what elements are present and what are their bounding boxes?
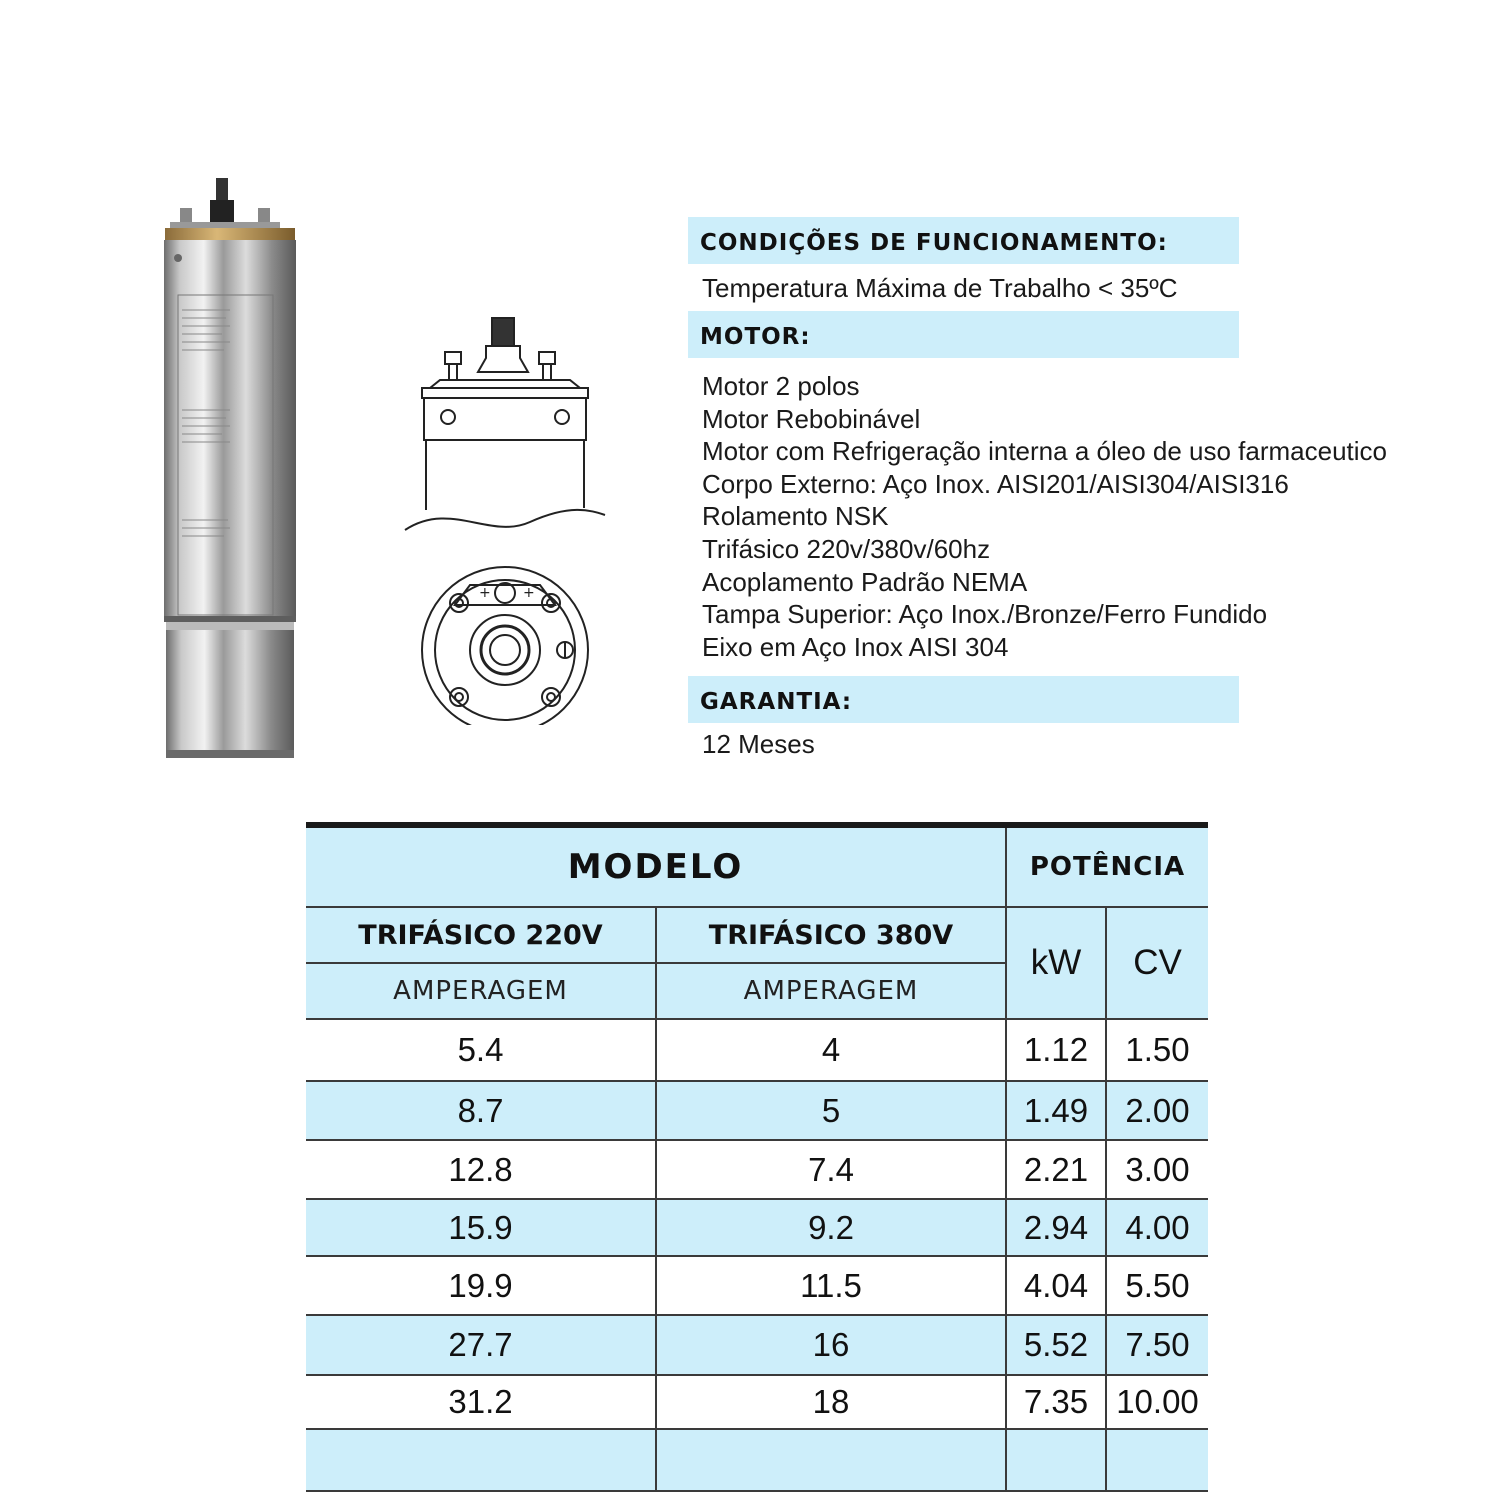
empty-cell xyxy=(656,1429,1006,1491)
motor-feature: Corpo Externo: Aço Inox. AISI201/AISI304/AISI316 xyxy=(702,468,1289,499)
table-row xyxy=(306,1019,1208,1081)
motor-feature: Motor com Refrigeração interna a óleo de uso farmaceutico xyxy=(702,436,1388,467)
empty-cell xyxy=(306,1429,656,1491)
svg-text:+: + xyxy=(523,585,535,601)
tri220-header: TRIFÁSICO 220V xyxy=(306,907,656,963)
amp380-cell: 7.4 xyxy=(656,1140,1006,1199)
motor-heading: MOTOR: xyxy=(688,311,1239,358)
motor-feature: Motor 2 polos xyxy=(702,371,860,401)
kw-cell: 1.12 xyxy=(1006,1019,1106,1081)
table-row xyxy=(306,1140,1208,1199)
cv-header: CV xyxy=(1106,907,1208,1019)
spec-table xyxy=(306,822,1208,1492)
tri380-header: TRIFÁSICO 380V xyxy=(656,907,1006,963)
table-row xyxy=(306,1375,1208,1429)
cv-cell: 5.50 xyxy=(1106,1256,1208,1315)
table-row-empty xyxy=(306,1429,1208,1491)
cv-cell: 4.00 xyxy=(1106,1199,1208,1256)
conditions-text: Temperatura Máxima de Trabalho < 35ºC xyxy=(702,273,1178,303)
amp220-cell: 12.8 xyxy=(306,1140,656,1199)
kw-cell: 4.04 xyxy=(1006,1256,1106,1315)
motor-feature: Trifásico 220v/380v/60hz xyxy=(702,533,991,564)
table-row xyxy=(306,1256,1208,1315)
amp380-cell: 16 xyxy=(656,1315,1006,1375)
cv-cell: 7.50 xyxy=(1106,1315,1208,1375)
amp220-cell: 8.7 xyxy=(306,1081,656,1140)
amp380-cell: 4 xyxy=(656,1019,1006,1081)
warranty-text: 12 Meses xyxy=(702,729,815,759)
motor-photo xyxy=(150,170,310,765)
cv-cell: 2.00 xyxy=(1106,1081,1208,1140)
motor-feature: Motor Rebobinável xyxy=(702,403,921,434)
kw-cell: 2.21 xyxy=(1006,1140,1106,1199)
svg-text:+: + xyxy=(479,585,491,601)
amp220-cell: 19.9 xyxy=(306,1256,656,1315)
table-row xyxy=(306,1199,1208,1256)
amp380-cell: 5 xyxy=(656,1081,1006,1140)
motor-feature-list xyxy=(702,370,1387,663)
amp380-header: AMPERAGEM xyxy=(656,963,1006,1019)
kw-cell: 1.49 xyxy=(1006,1081,1106,1140)
kw-cell: 2.94 xyxy=(1006,1199,1106,1256)
amp220-cell: 15.9 xyxy=(306,1199,656,1256)
conditions-heading: CONDIÇÕES DE FUNCIONAMENTO: xyxy=(688,217,1239,264)
amp220-header: AMPERAGEM xyxy=(306,963,656,1019)
amp380-cell: 11.5 xyxy=(656,1256,1006,1315)
potencia-header: POTÊNCIA xyxy=(1006,825,1208,907)
table-row xyxy=(306,1081,1208,1140)
kw-cell: 5.52 xyxy=(1006,1315,1106,1375)
motor-feature: Eixo em Aço Inox AISI 304 xyxy=(702,631,1009,662)
empty-cell xyxy=(1006,1429,1106,1491)
motor-top-drawing xyxy=(415,565,595,725)
table-row xyxy=(306,1315,1208,1375)
amp380-cell: 18 xyxy=(656,1375,1006,1429)
amp220-cell: 31.2 xyxy=(306,1375,656,1429)
amp220-cell: 27.7 xyxy=(306,1315,656,1375)
motor-feature: Acoplamento Padrão NEMA xyxy=(702,566,1028,597)
cv-cell: 1.50 xyxy=(1106,1019,1208,1081)
cv-cell: 3.00 xyxy=(1106,1140,1208,1199)
kw-header: kW xyxy=(1006,907,1106,1019)
motor-feature: Rolamento NSK xyxy=(702,501,889,532)
kw-cell: 7.35 xyxy=(1006,1375,1106,1429)
amp380-cell: 9.2 xyxy=(656,1199,1006,1256)
empty-cell xyxy=(1106,1429,1208,1491)
warranty-heading: GARANTIA: xyxy=(688,676,1239,723)
amp220-cell: 5.4 xyxy=(306,1019,656,1081)
motor-feature: Tampa Superior: Aço Inox./Bronze/Ferro Fundido xyxy=(702,599,1268,630)
modelo-header: MODELO xyxy=(306,825,1006,907)
cv-cell: 10.00 xyxy=(1106,1375,1208,1429)
motor-side-drawing xyxy=(400,310,610,540)
